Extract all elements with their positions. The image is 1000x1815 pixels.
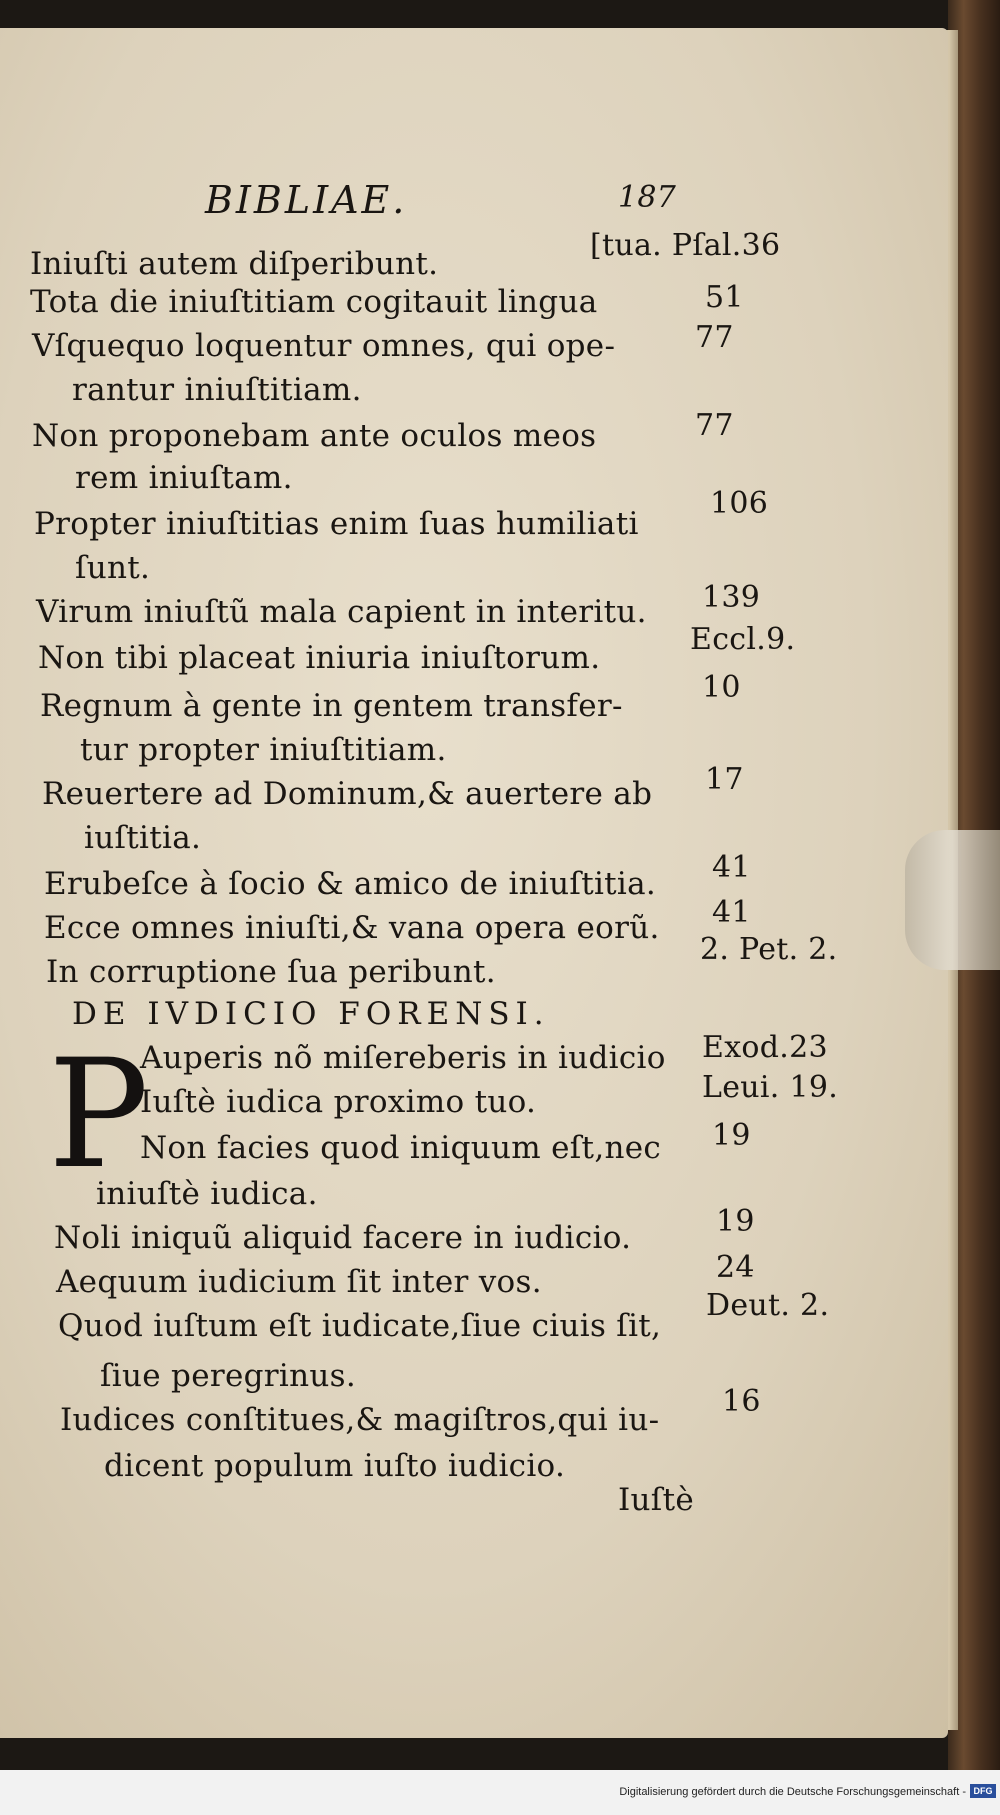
margin-ref: 17 [705,762,744,797]
text-line: tur propter iniuſtitiam. [80,732,447,768]
text-line: Aequum iudicium ſit inter vos. [56,1264,542,1300]
text-line: Tota die iniuſtitiam cogitauit lingua [30,284,598,320]
dfg-logo: DFG [970,1784,996,1798]
margin-ref: Exod.23 [702,1030,828,1065]
margin-ref: 51 [705,280,744,315]
margin-ref: Leui. 19. [702,1070,839,1105]
text-line: Iniuſti autem diſperibunt. [30,246,439,282]
margin-ref: 16 [722,1384,761,1419]
text-line: rem iniuſtam. [75,460,293,496]
margin-ref: 19 [716,1204,755,1239]
catchword: Iuſtè [618,1482,694,1518]
margin-ref: 2. Pet. 2. [700,932,838,967]
running-title: BIBLIAE. [205,178,408,222]
text-line: Auperis nõ miſereberis in iudicio [140,1040,666,1076]
text-line: Non facies quod iniquum eſt,nec [140,1130,662,1166]
funding-notice: Digitalisierung gefördert durch die Deutsche Forschungsgemeinschaft - [619,1786,966,1798]
margin-ref: 139 [702,580,761,615]
margin-ref: Eccl.9. [690,622,796,657]
text-line: Iuſtè iudica proximo tuo. [140,1084,537,1120]
text-line: dicent populum iuſto iudicio. [104,1448,566,1484]
digitization-footer [0,1770,1000,1815]
text-line: Reuertere ad Dominum,& auertere ab [42,776,653,812]
text-line: Iudices conſtitues,& magiſtros,qui iu- [60,1402,660,1438]
drop-cap-initial: P [48,1028,149,1202]
text-line: Ecce omnes iniuſti,& vana opera eorũ. [44,910,660,946]
section-heading: DE IVDICIO FORENSI. [72,996,550,1032]
margin-ref: Deut. 2. [706,1288,830,1323]
text-line: ſiue peregrinus. [100,1358,356,1394]
text-line: iniuſtè iudica. [96,1176,318,1212]
text-line: Vſquequo loquentur omnes, qui ope- [32,328,616,364]
text-line: Non tibi placeat iniuria iniuſtorum. [38,640,601,676]
folio-number: 187 [618,180,677,215]
text-line: Non proponebam ante oculos meos [32,418,597,454]
text-line: In corruptione ſua peribunt. [46,954,496,990]
text-line: ſunt. [75,550,151,586]
text-line: Propter iniuſtitias enim ſuas humiliati [34,506,639,542]
text-line: iuſtitia. [84,820,202,856]
text-line: Noli iniquũ aliquid facere in iudicio. [54,1220,632,1256]
margin-ref: 41 [712,850,751,885]
text-line: Erubeſce à ſocio & amico de iniuſtitia. [44,866,657,902]
margin-ref: 10 [702,670,741,705]
text-line: Virum iniuſtũ mala capient in interitu. [36,594,647,630]
text-line: rantur iniuſtitiam. [72,372,362,408]
margin-ref: [tua. Pſal.36 [590,228,781,263]
margin-ref: 24 [716,1250,755,1285]
margin-ref: 106 [710,486,769,521]
text-line: Regnum à gente in gentem transfer- [40,688,623,724]
margin-ref: 77 [695,320,734,355]
text-line: Quod iuſtum eſt iudicate,ſiue ciuis ſit, [58,1308,662,1344]
margin-ref: 41 [712,895,751,930]
margin-ref: 77 [695,408,734,443]
margin-ref: 19 [712,1118,751,1153]
book-clasp [905,830,1000,970]
